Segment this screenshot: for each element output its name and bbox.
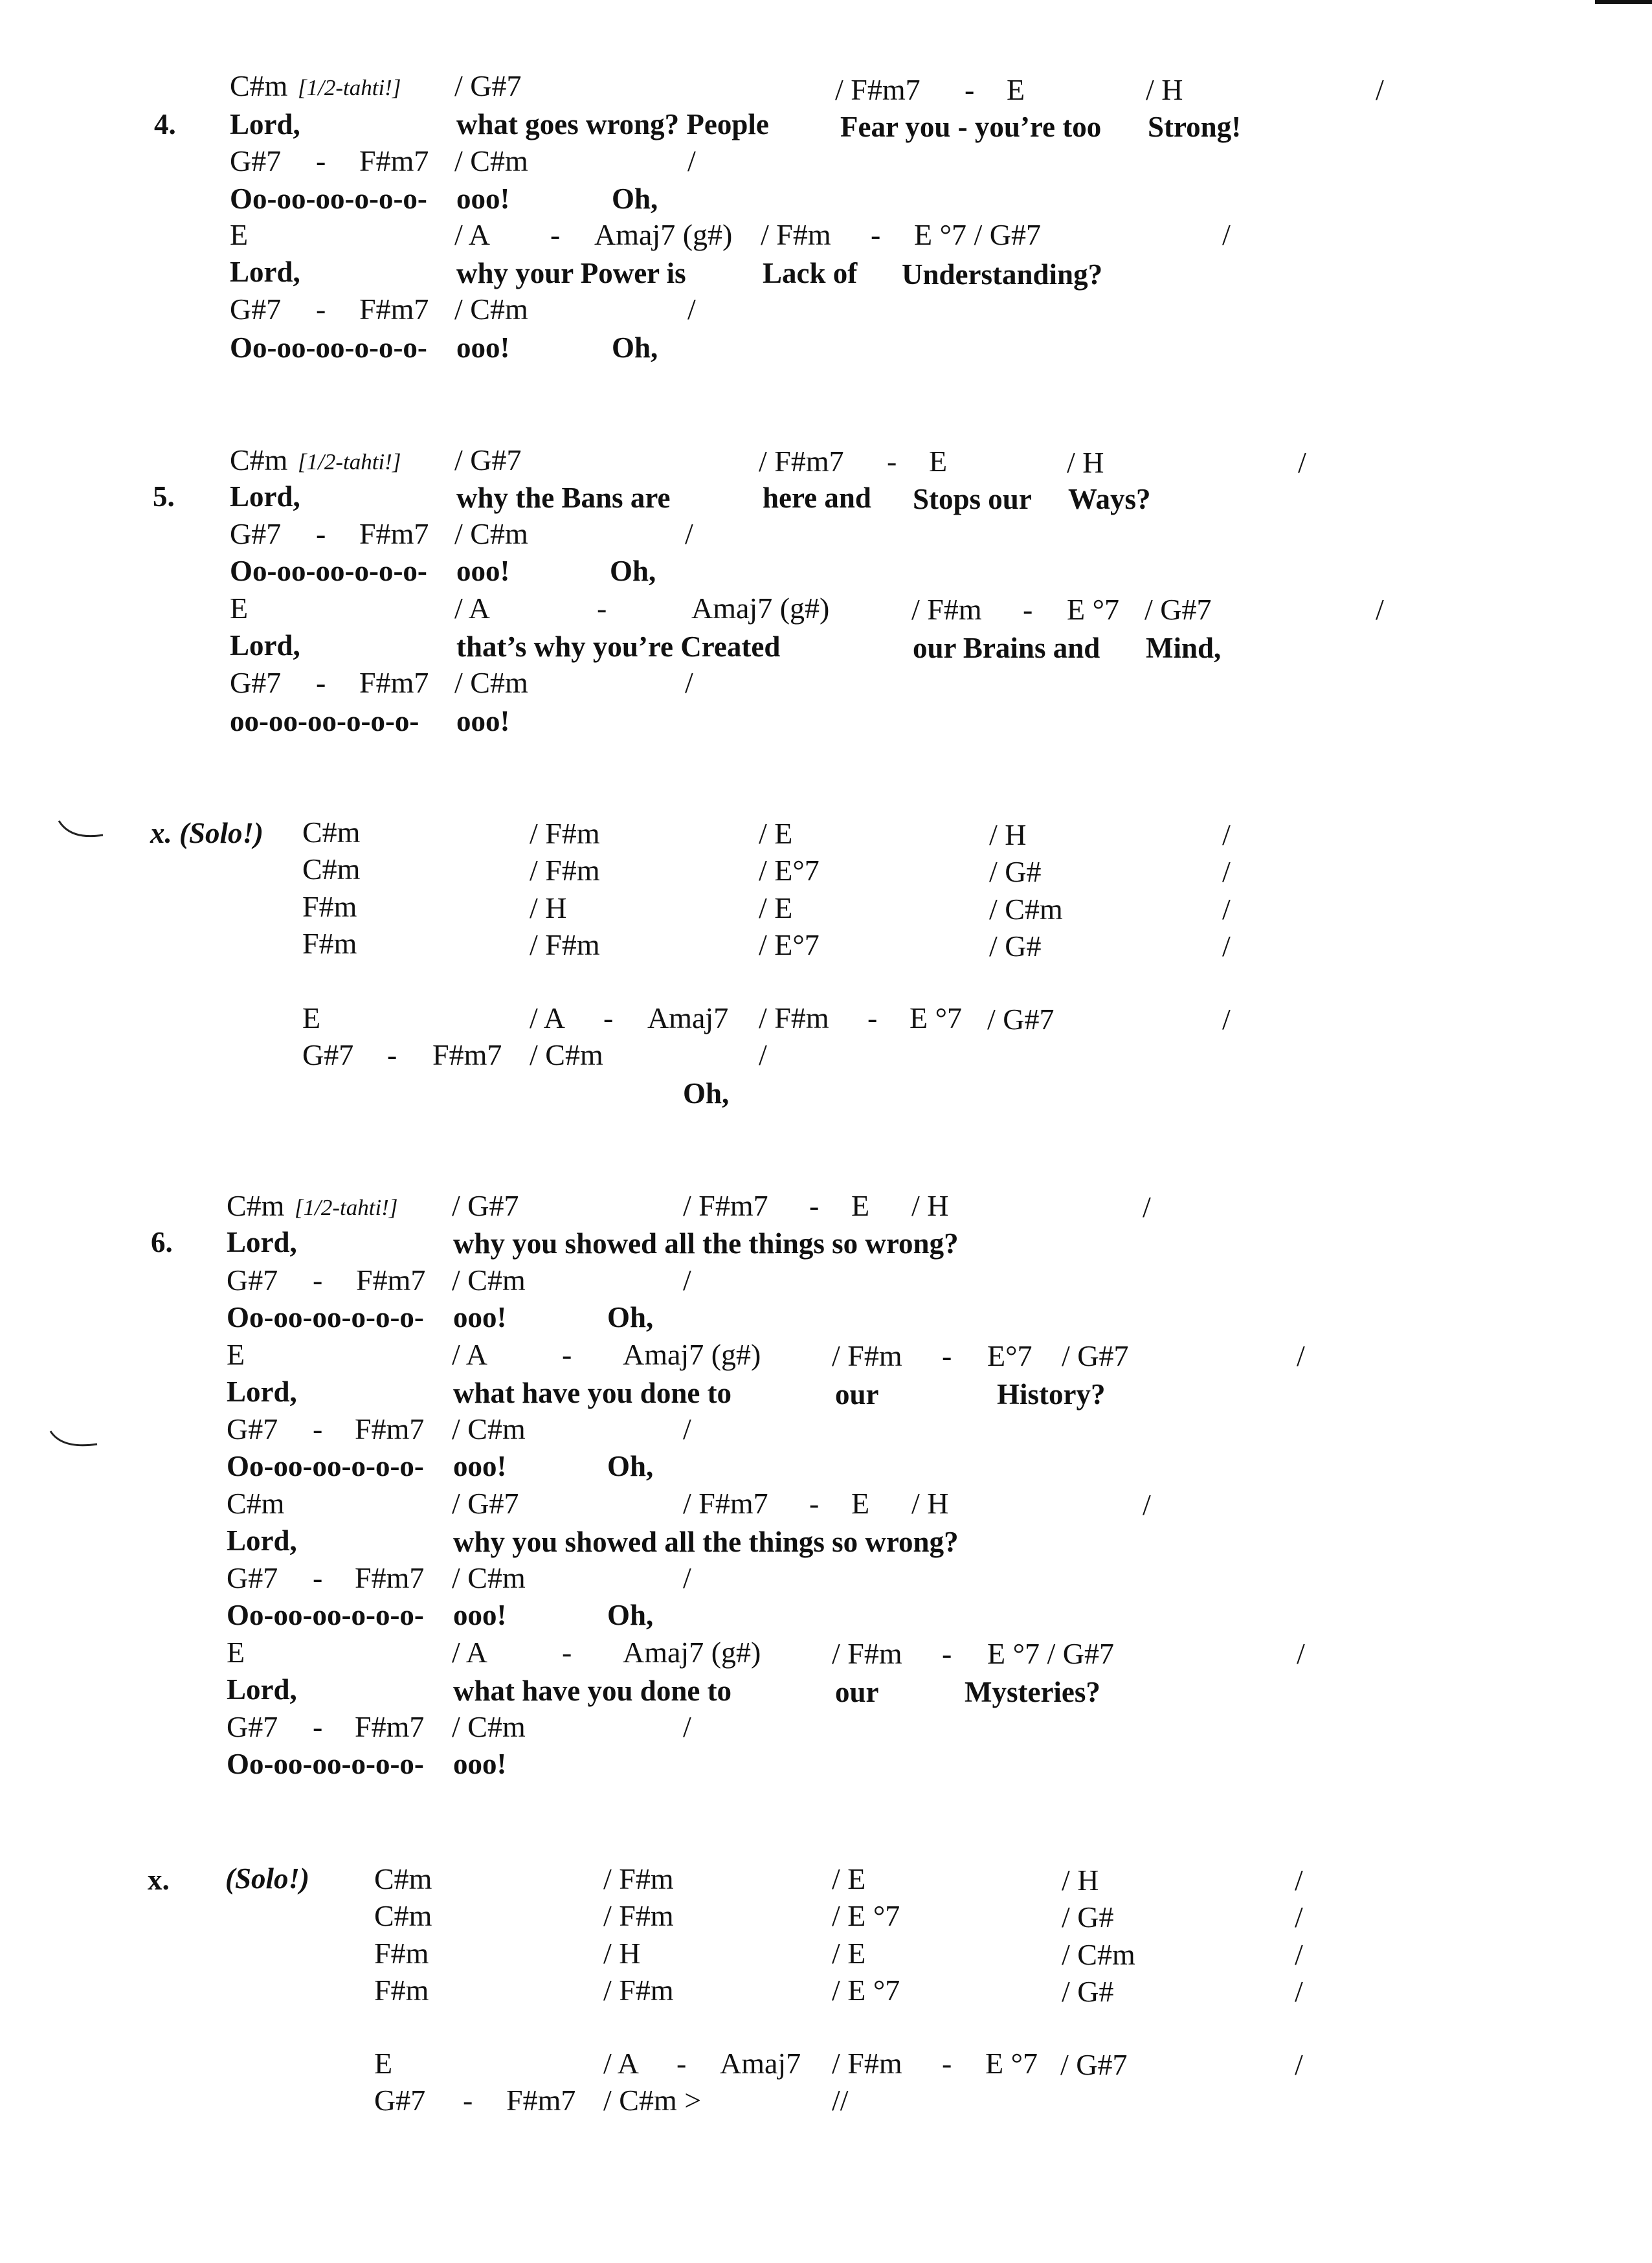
chord: - (387, 1038, 397, 1071)
lyric: Oh, (610, 555, 656, 587)
lyric: ooo! (453, 1450, 507, 1482)
chord: / E (759, 891, 793, 924)
chord: - (867, 1001, 878, 1034)
lyric: our (835, 1378, 879, 1410)
chord: / H (911, 1189, 949, 1222)
chord: - (550, 218, 561, 251)
chord: / F#m7 (835, 73, 921, 106)
chord: - (1023, 593, 1033, 626)
bar-line: / (759, 1038, 767, 1071)
chord: / C#m (989, 893, 1063, 926)
chord: / E°7 (759, 928, 820, 961)
chord: / H (911, 1487, 949, 1520)
chord: / C#m (454, 144, 528, 177)
lyric: here and (763, 482, 871, 514)
chord: - (809, 1487, 820, 1520)
chord-note: [1/2-tahti!] (298, 75, 401, 100)
chord: / H (989, 818, 1027, 851)
chord: - (316, 666, 326, 699)
lyric: Oh, (612, 331, 658, 364)
chord: / C#m (452, 1412, 526, 1445)
chord: - (316, 293, 326, 326)
solo-label: x. (Solo!) (150, 817, 264, 849)
chord: F#m (302, 927, 357, 960)
chord: / E (759, 817, 793, 850)
lyric: Lord, (230, 256, 300, 288)
chord: G#7 (230, 144, 282, 177)
lyric: ooo! (456, 183, 510, 215)
bar-line: / (687, 293, 696, 326)
chord: / C#m (452, 1264, 526, 1297)
chord: / G# (1062, 1901, 1114, 1934)
margin-tick-mark (45, 1427, 104, 1453)
chord: / G#7 (454, 443, 522, 476)
chord: - (965, 73, 975, 106)
chord: / H (1062, 1864, 1099, 1897)
chord: / F#m (603, 1899, 674, 1932)
chord: F#m7 (355, 1561, 425, 1594)
chord: Amaj7 (g#) (691, 592, 830, 625)
bar-line: / (683, 1412, 691, 1445)
lyric: History? (997, 1378, 1106, 1410)
lyric: ooo! (456, 331, 510, 364)
chord: Amaj7 (647, 1001, 729, 1034)
lyric: ooo! (453, 1599, 507, 1631)
chord: - (871, 218, 881, 251)
chord: / G#7 (452, 1189, 519, 1222)
lyric: ooo! (456, 705, 510, 737)
bar-line: / (1295, 1938, 1303, 1971)
chord: / C#m > (603, 2084, 702, 2117)
lyric: Mind, (1146, 632, 1222, 664)
chord: / A (603, 2047, 639, 2080)
chord: Amaj7 (720, 2047, 801, 2080)
bar-line: / (685, 666, 693, 699)
chord: G#7 (227, 1561, 278, 1594)
lyric: Lord, (227, 1376, 297, 1408)
lyric: Fear you - you’re too (840, 111, 1102, 143)
chord: - (942, 1637, 952, 1670)
chord: Amaj7 (g#) (623, 1338, 761, 1371)
lyric: Lord, (230, 480, 300, 513)
chord: - (313, 1412, 323, 1445)
bar-line: / (1295, 1901, 1303, 1934)
margin-tick-mark (55, 817, 107, 843)
chord: / E°7 (759, 854, 820, 887)
chord: / F#m (759, 1001, 829, 1034)
lyric: Understanding? (902, 258, 1103, 291)
chord: / A (452, 1636, 487, 1669)
chord: / G#7 (987, 1003, 1055, 1036)
chord: / F#m (530, 817, 600, 850)
lyric: why you showed all the things so wrong? (453, 1227, 959, 1260)
lyric: Lord, (230, 108, 300, 140)
chord: - (316, 517, 326, 550)
chord: F#m (302, 890, 357, 923)
chord: G#7 (302, 1038, 354, 1071)
chord: F#m7 (359, 517, 429, 550)
chord: G#7 (230, 666, 282, 699)
chord: / E (832, 1862, 866, 1895)
bar-line: / (687, 144, 696, 177)
chord: / G# (989, 930, 1042, 963)
bar-line: / (685, 517, 693, 550)
lyric: what goes wrong? People (456, 108, 769, 140)
chord: - (676, 2047, 687, 2080)
bar-line: / (683, 1561, 691, 1594)
lyric: what have you done to (453, 1377, 732, 1409)
end-bar-line: // (832, 2084, 849, 2117)
lyric: Ways? (1068, 483, 1151, 515)
chord: / E °7 (832, 1899, 900, 1932)
chord: F#m7 (432, 1038, 502, 1071)
bar-line: / (683, 1710, 691, 1743)
lyric: Oo-oo-oo-o-o-o- (227, 1301, 424, 1333)
bar-line: / (1376, 73, 1384, 106)
chord-note: [1/2-tahti!] (298, 449, 401, 474)
chord: E (302, 1001, 321, 1034)
chord: / H (603, 1937, 641, 1970)
bar-line: / (1295, 2048, 1303, 2081)
bar-line: / (1222, 855, 1231, 888)
bar-line: / (1295, 1975, 1303, 2008)
chord: / C#m (454, 666, 528, 699)
bar-line: / (1297, 1637, 1305, 1670)
bar-line: / (1143, 1488, 1151, 1521)
chord: G#7 (374, 2084, 426, 2117)
bar-line: / (1222, 1003, 1231, 1036)
scan-corner-mark (1595, 0, 1652, 4)
chord: E (374, 2047, 393, 2080)
lyric: Oo-oo-oo-o-o-o- (230, 555, 427, 587)
chord: / C#m (454, 517, 528, 550)
bar-line: / (1297, 1339, 1305, 1372)
chord: C#m (227, 1487, 285, 1520)
chord: / A (452, 1338, 487, 1371)
chord: - (313, 1561, 323, 1594)
lyric: Oh, (683, 1077, 730, 1109)
chord: F#m7 (506, 2084, 576, 2117)
chord: - (809, 1189, 820, 1222)
solo-number: x. (148, 1864, 170, 1896)
chord: / G# (1062, 1975, 1114, 2008)
verse-number: 5. (153, 480, 175, 513)
chord: / C#m (530, 1038, 603, 1071)
chord: F#m7 (359, 144, 429, 177)
chord: F#m7 (355, 1710, 425, 1743)
chord: G#7 (230, 517, 282, 550)
chord: E (230, 592, 249, 625)
chord: G#7 (227, 1264, 278, 1297)
chord: / F#m (603, 1974, 674, 2007)
chord: F#m (374, 1974, 429, 2007)
chord: / F#m (832, 1339, 902, 1372)
lyric: Oh, (607, 1301, 654, 1333)
chord: - (313, 1264, 323, 1297)
lyric: Oh, (607, 1450, 654, 1482)
chord: C#m (230, 69, 288, 102)
chord: / G#7 (1062, 1339, 1129, 1372)
lyric: Mysteries? (965, 1676, 1100, 1708)
chord: / H (530, 891, 567, 924)
chord: / E °7 (832, 1974, 900, 2007)
chord: - (562, 1338, 572, 1371)
bar-line: / (1295, 1864, 1303, 1897)
chord-note: [1/2-tahti!] (295, 1195, 398, 1220)
solo-label: (Solo!) (225, 1862, 310, 1895)
chord: / C#m (452, 1710, 526, 1743)
chord: / C#m (454, 293, 528, 326)
bar-line: / (1222, 930, 1231, 963)
chord: E (929, 445, 948, 478)
lyric: Lord, (227, 1673, 297, 1706)
chord: F#m7 (356, 1264, 426, 1297)
chord: / G#7 (454, 69, 522, 102)
chord: E °7 (1067, 593, 1119, 626)
lyric: Oo-oo-oo-o-o-o- (227, 1450, 424, 1482)
chord: / F#m (832, 2047, 902, 2080)
chord: / G#7 (452, 1487, 519, 1520)
lyric: Lord, (230, 629, 300, 662)
chord: E (227, 1636, 245, 1669)
chord: - (562, 1636, 572, 1669)
chord: G#7 (227, 1412, 278, 1445)
lyric: Oh, (607, 1599, 654, 1631)
chord: / H (1146, 73, 1183, 106)
chord: / F#m (832, 1637, 902, 1670)
bar-line: / (1376, 593, 1384, 626)
chord: - (603, 1001, 614, 1034)
chord: - (463, 2084, 473, 2117)
chord: E (230, 218, 249, 251)
lyric: why the Bans are (456, 482, 671, 514)
lyric: Lord, (227, 1524, 297, 1557)
chord: / A (454, 218, 490, 251)
lyric: ooo! (453, 1748, 507, 1780)
chord: - (942, 2047, 952, 2080)
chord: / F#m (603, 1862, 674, 1895)
chord: C#m (302, 853, 361, 886)
chord: - (313, 1710, 323, 1743)
lyric: Lord, (227, 1226, 297, 1258)
chord: / G#7 (1060, 2048, 1128, 2081)
chord: / G#7 (1144, 593, 1212, 626)
chord: - (316, 144, 326, 177)
chord: / C#m (1062, 1938, 1135, 1971)
lyric: our Brains and (913, 632, 1100, 664)
chord: E (1007, 73, 1025, 106)
chord: / F#m (911, 593, 982, 626)
chord: - (597, 592, 607, 625)
lyric: Oh, (612, 183, 658, 215)
bar-line: / (1143, 1190, 1151, 1223)
chord: F#m7 (359, 666, 429, 699)
lyric: Stops our (913, 483, 1032, 515)
lyric: oo-oo-oo-o-o-o- (230, 705, 419, 737)
chord: / G# (989, 855, 1042, 888)
chord: Amaj7 (g#) (594, 218, 733, 251)
chord: / A (454, 592, 490, 625)
chord: G#7 (227, 1710, 278, 1743)
chord: - (942, 1339, 952, 1372)
chord: / C#m (452, 1561, 526, 1594)
chord: / H (1067, 446, 1104, 479)
chord: C#m (230, 443, 288, 476)
lyric: why your Power is (456, 257, 686, 289)
bar-line: / (683, 1264, 691, 1297)
chord: E °7 / G#7 (987, 1637, 1114, 1670)
chord: C#m (302, 816, 361, 849)
lyric: Oo-oo-oo-o-o-o- (227, 1748, 424, 1780)
chord: / F#m (761, 218, 831, 251)
lyric: Oo-oo-oo-o-o-o- (230, 183, 427, 215)
chord: F#m (374, 1937, 429, 1970)
bar-line: / (1222, 218, 1231, 251)
lyric: ooo! (453, 1301, 507, 1333)
chord: E (851, 1189, 870, 1222)
chord: C#m (374, 1862, 432, 1895)
chord: Amaj7 (g#) (623, 1636, 761, 1669)
bar-line: / (1222, 893, 1231, 926)
lyric: Oo-oo-oo-o-o-o- (230, 331, 427, 364)
chord: E (851, 1487, 870, 1520)
lyric: that’s why you’re Created (456, 630, 781, 663)
lyric: ooo! (456, 555, 510, 587)
chord: F#m7 (355, 1412, 425, 1445)
chord: / F#m (530, 928, 600, 961)
lyric: Lack of (763, 257, 858, 289)
bar-line: / (1222, 818, 1231, 851)
chord: - (887, 445, 897, 478)
lyric: Strong! (1148, 111, 1242, 143)
chord: / F#m7 (759, 445, 844, 478)
chord: / F#m7 (683, 1189, 768, 1222)
verse-number: 6. (151, 1226, 173, 1258)
chord: E °7 (910, 1001, 962, 1034)
verse-number: 4. (154, 108, 176, 140)
lyric: our (835, 1676, 879, 1708)
chord: / F#m (530, 854, 600, 887)
chord: C#m (374, 1899, 432, 1932)
chord: E (227, 1338, 245, 1371)
chord: / E (832, 1937, 866, 1970)
chord: G#7 (230, 293, 282, 326)
chord: / F#m7 (683, 1487, 768, 1520)
lyric: what have you done to (453, 1675, 732, 1707)
bar-line: / (1298, 446, 1306, 479)
lyric: Oo-oo-oo-o-o-o- (227, 1599, 424, 1631)
chord: E °7 / G#7 (914, 218, 1041, 251)
chord: / A (530, 1001, 565, 1034)
chord: C#m (227, 1189, 285, 1222)
chord: F#m7 (359, 293, 429, 326)
lyric: why you showed all the things so wrong? (453, 1526, 959, 1558)
chord: E °7 (985, 2047, 1038, 2080)
chord: E°7 (987, 1339, 1032, 1372)
